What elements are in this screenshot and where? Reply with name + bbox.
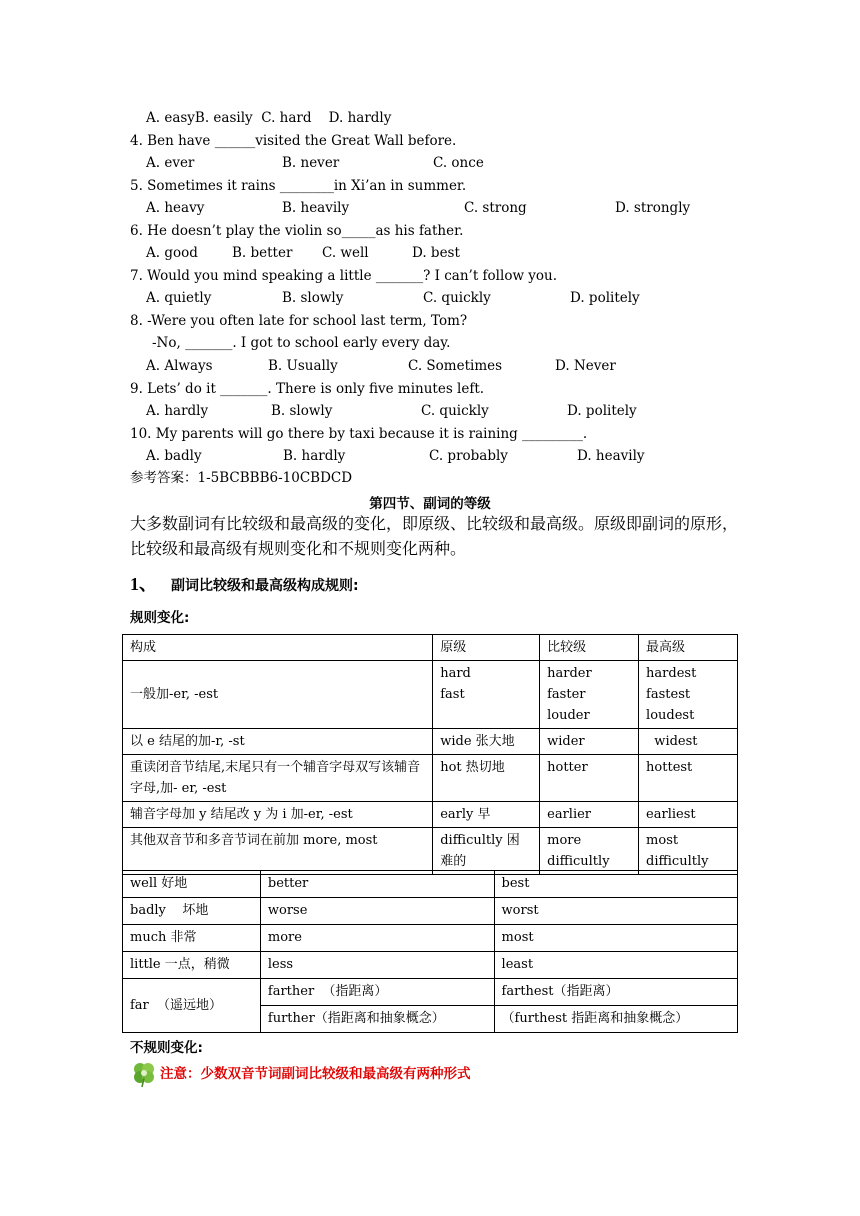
table-cell: harder faster louder bbox=[540, 661, 639, 729]
table-cell: little 一点，稍微 bbox=[123, 952, 261, 979]
q7-stem: 7. Would you mind speaking a little _______? I can’t follow you. bbox=[130, 268, 558, 284]
q4-option-c: C. once bbox=[433, 155, 484, 171]
header-cell: 构成 bbox=[123, 635, 433, 661]
q7-option-d: D. politely bbox=[570, 290, 640, 306]
q8-stem-reply: -No, _______. I got to school early every day. bbox=[152, 335, 451, 351]
table-row bbox=[123, 755, 738, 802]
table-cell: well 好地 bbox=[123, 871, 261, 898]
q10-option-b: B. hardly bbox=[283, 448, 346, 464]
table-row bbox=[123, 925, 738, 952]
table-row bbox=[123, 729, 738, 755]
q8-option-c: C. Sometimes bbox=[408, 358, 503, 374]
table-cell: much 非常 bbox=[123, 925, 261, 952]
q3-options: A. easyB. easily C. hard D. hardly bbox=[146, 110, 392, 126]
note bbox=[130, 1060, 471, 1088]
q7-option-b: B. slowly bbox=[282, 290, 344, 306]
header-cell: 比较级 bbox=[540, 635, 639, 661]
table-cell: least bbox=[494, 952, 737, 979]
q6-stem: 6. He doesn’t play the violin so_____as his father. bbox=[130, 223, 464, 239]
table-cell: badly 坏地 bbox=[123, 898, 261, 925]
table-row bbox=[123, 952, 738, 979]
table-cell: most bbox=[494, 925, 737, 952]
regular-table bbox=[122, 634, 738, 875]
heading-text: 副词比较级和最高级构成规则: bbox=[171, 578, 359, 594]
intro-paragraph: 大多数副词有比较级和最高级的变化，即原级、比较级和最高级。原级即副词的原形，比较级和最高级有规则变化和不规则变化两种。 bbox=[130, 514, 739, 558]
answer-key: 参考答案：1-5BCBBB6-10CBDCD bbox=[130, 470, 353, 486]
q10-stem: 10. My parents will go there by taxi because it is raining _________. bbox=[130, 426, 588, 442]
section-title: 第四节、副词的等级 bbox=[369, 496, 491, 512]
q6-option-b: B. better bbox=[232, 245, 293, 261]
table-cell: difficultly 困难的 bbox=[433, 828, 540, 875]
header-cell: 最高级 bbox=[639, 635, 738, 661]
table-cell: 以 e 结尾的加-r, -st bbox=[123, 729, 433, 755]
table-cell: best bbox=[494, 871, 737, 898]
table-cell: wide 张大地 bbox=[433, 729, 540, 755]
table-row bbox=[123, 828, 738, 875]
table-cell: earlier bbox=[540, 802, 639, 828]
irregular-table bbox=[122, 870, 738, 1033]
table-cell: worse bbox=[260, 898, 494, 925]
table-cell: （furthest 指距离和抽象概念） bbox=[494, 1006, 737, 1033]
table-cell: early 早 bbox=[433, 802, 540, 828]
table-cell: hotter bbox=[540, 755, 639, 802]
table-row bbox=[123, 979, 738, 1006]
q8-stem: 8. -Were you often late for school last term, Tom? bbox=[130, 313, 468, 329]
q10-option-c: C. probably bbox=[429, 448, 508, 464]
q9-option-b: B. slowly bbox=[271, 403, 333, 419]
table-cell: less bbox=[260, 952, 494, 979]
table-cell: further（指距离和抽象概念） bbox=[260, 1006, 494, 1033]
table-cell: 重读闭音节结尾,末尾只有一个辅音字母双写该辅音字母,加- er, -est bbox=[123, 755, 433, 802]
rule-heading bbox=[130, 570, 359, 596]
q5-option-a: A. heavy bbox=[146, 200, 205, 216]
q9-stem: 9. Lets’ do it _______. There is only five minutes left. bbox=[130, 381, 485, 397]
table-header-row bbox=[123, 635, 738, 661]
table-cell: 其他双音节和多音节词在前加 more, most bbox=[123, 828, 433, 875]
table-row bbox=[123, 871, 738, 898]
table-cell: 一般加-er, -est bbox=[123, 661, 433, 729]
q9-option-c: C. quickly bbox=[421, 403, 489, 419]
q6-option-c: C. well bbox=[322, 245, 369, 261]
q9-option-a: A. hardly bbox=[146, 403, 209, 419]
table-cell: more difficultly bbox=[540, 828, 639, 875]
table-cell: widest bbox=[639, 729, 738, 755]
table-cell: farthest（指距离） bbox=[494, 979, 737, 1006]
table-cell: earliest bbox=[639, 802, 738, 828]
q10-option-a: A. badly bbox=[146, 448, 202, 464]
table-cell: most difficultly bbox=[639, 828, 738, 875]
q8-option-a: A. Always bbox=[146, 358, 213, 374]
heading-number: 1、 bbox=[130, 574, 157, 594]
irregular-label: 不规则变化: bbox=[130, 1040, 203, 1056]
table-row bbox=[123, 661, 738, 729]
note-text: 注意：少数双音节词副词比较级和最高级有两种形式 bbox=[160, 1066, 471, 1082]
q9-option-d: D. politely bbox=[567, 403, 637, 419]
q7-option-c: C. quickly bbox=[423, 290, 491, 306]
q5-stem: 5. Sometimes it rains ________in Xi’an in summer. bbox=[130, 178, 467, 194]
q8-option-b: B. Usually bbox=[268, 358, 338, 374]
q4-option-a: A. ever bbox=[146, 155, 195, 171]
q8-option-d: D. Never bbox=[555, 358, 616, 374]
q5-option-d: D. strongly bbox=[615, 200, 691, 216]
q4-option-b: B. never bbox=[282, 155, 340, 171]
q5-option-b: B. heavily bbox=[282, 200, 350, 216]
q6-option-a: A. good bbox=[146, 245, 198, 261]
header-cell: 原级 bbox=[433, 635, 540, 661]
clover-icon bbox=[130, 1066, 160, 1082]
table-cell: 辅音字母加 y 结尾改 y 为 i 加-er, -est bbox=[123, 802, 433, 828]
table-cell: wider bbox=[540, 729, 639, 755]
table-cell: more bbox=[260, 925, 494, 952]
q10-option-d: D. heavily bbox=[577, 448, 645, 464]
table-cell: hottest bbox=[639, 755, 738, 802]
table-cell: hardest fastest loudest bbox=[639, 661, 738, 729]
table-row bbox=[123, 802, 738, 828]
q4-stem: 4. Ben have ______visited the Great Wall before. bbox=[130, 133, 457, 149]
q6-option-d: D. best bbox=[412, 245, 460, 261]
q7-option-a: A. quietly bbox=[146, 290, 212, 306]
table-cell: better bbox=[260, 871, 494, 898]
table-cell: farther （指距离） bbox=[260, 979, 494, 1006]
regular-label: 规则变化: bbox=[130, 610, 190, 626]
table-cell: hot 热切地 bbox=[433, 755, 540, 802]
q5-option-c: C. strong bbox=[464, 200, 527, 216]
table-cell: hard fast bbox=[433, 661, 540, 729]
table-row bbox=[123, 898, 738, 925]
table-cell: worst bbox=[494, 898, 737, 925]
table-cell: far （遥远地） bbox=[123, 979, 261, 1033]
